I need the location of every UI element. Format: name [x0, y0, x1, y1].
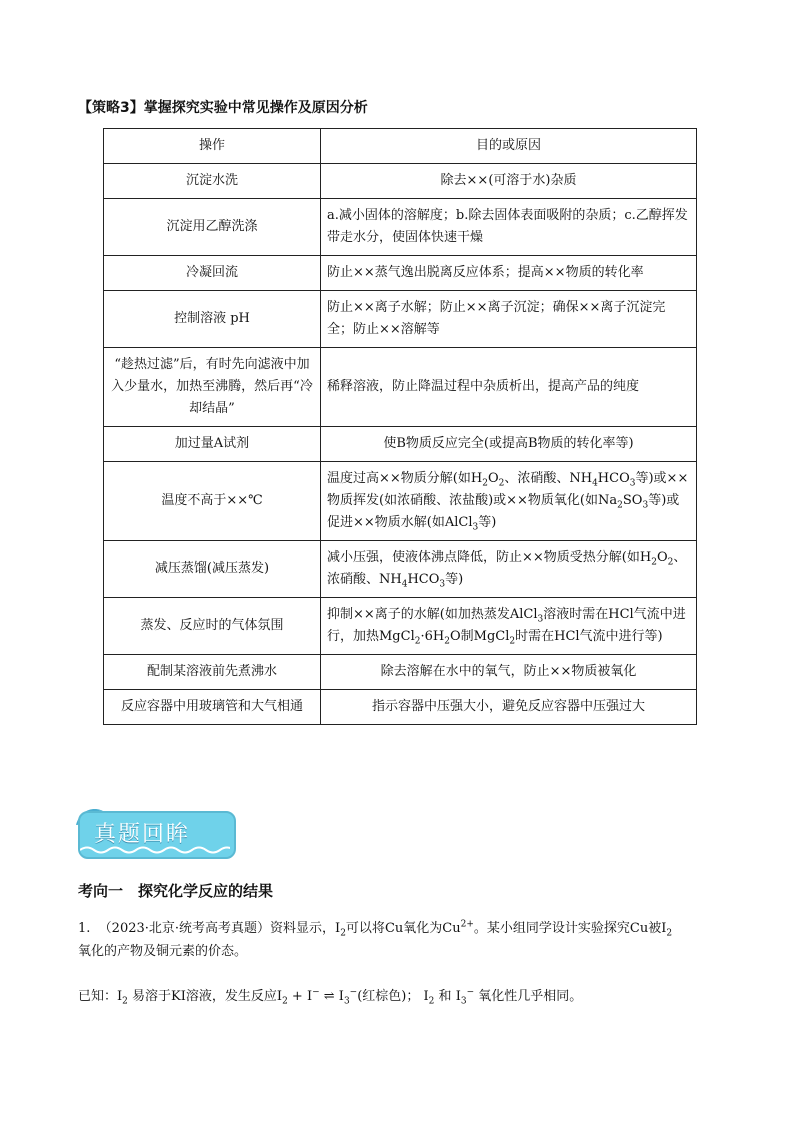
table-row	[104, 256, 697, 291]
question-text: 可以将	[345, 921, 385, 936]
reason-cell: 防止××蒸气逸出脱离反应体系；提高××物质的转化率	[321, 256, 697, 291]
reason-cell: 温度过高××物质分解(如$H_2O_2$、浓硝酸、$NH_4HCO_3$等)或××物质挥发(如浓硝酸、浓盐酸)或××物质氧化(如$Na_2SO_3$等)或促进××物质水解(如AlCl$_3$等)	[321, 462, 697, 541]
formula-cu: Cu	[629, 921, 649, 936]
table-row	[104, 541, 697, 598]
known-text: 和	[438, 989, 452, 1004]
table-row	[104, 348, 697, 427]
operation-cell: 配制某溶液前先煮沸水	[104, 655, 321, 690]
table-row	[104, 427, 697, 462]
zhenti-banner	[72, 803, 238, 861]
reason-cell: 除去溶解在水中的氧气，防止××物质被氧化	[321, 655, 697, 690]
operation-cell: 冷凝回流	[104, 256, 321, 291]
table-header-row	[104, 129, 697, 164]
reason-cell: 稀释溶液，防止降温过程中杂质析出，提高产品的纯度	[321, 348, 697, 427]
known-text: 氧化性几乎相同。	[478, 989, 583, 1004]
formula-cu2plus: $Cu^{2+}$	[442, 919, 474, 936]
operation-cell: 沉淀用乙醇洗涤	[104, 199, 321, 256]
reason-cell: 防止××离子水解；防止××离子沉淀；确保××离子沉淀完全；防止××溶解等	[321, 291, 697, 348]
operation-cell: 控制溶液 pH	[104, 291, 321, 348]
formula-i3: $I_3^-$	[455, 987, 475, 1007]
table-row	[104, 655, 697, 690]
question-text: 被	[648, 921, 662, 936]
header-operation: 操作	[104, 129, 321, 164]
table-row	[104, 164, 697, 199]
reason-cell: 除去××(可溶于水)杂质	[321, 164, 697, 199]
reason-cell: 指示容器中压强大小，避免反应容器中压强过大	[321, 690, 697, 725]
operation-cell: 温度不高于××℃	[104, 462, 321, 541]
wave-decoration-icon	[80, 845, 230, 855]
question-source: （2023·北京·统考高考真题）	[98, 921, 271, 936]
formula-i2: $I_2$	[117, 989, 128, 1007]
operation-cell: 蒸发、反应时的气体氛围	[104, 598, 321, 655]
strategy-heading: 【策略3】掌握探究实验中常见操作及原因分析	[78, 100, 368, 116]
formula-i2: $I_2$	[335, 921, 346, 939]
table-row	[104, 690, 697, 725]
operation-cell: 加过量A试剂	[104, 427, 321, 462]
known-line	[78, 987, 728, 1007]
formula-i2: $I_2$	[423, 989, 435, 1007]
known-text: 易溶于	[132, 989, 172, 1004]
section-title: 考向一 探究化学反应的结果	[78, 882, 274, 900]
table-row	[104, 598, 697, 655]
table-row	[104, 291, 697, 348]
formula-i2: $I_2$	[661, 921, 673, 939]
reason-cell: a.减小固体的溶解度；b.除去固体表面吸附的杂质；c.乙醇挥发带走水分，使固体快速干燥	[321, 199, 697, 256]
table-row	[104, 199, 697, 256]
operation-cell: 减压蒸馏(减压蒸发)	[104, 541, 321, 598]
operation-cell: 反应容器中用玻璃管和大气相通	[104, 690, 321, 725]
operation-cell: “趁热过滤”后，有时先向滤液中加入少量水，加热至沸腾，然后再“冷却结晶”	[104, 348, 321, 427]
formula-cu: Cu	[384, 921, 404, 936]
question-text: 资料显示，	[270, 921, 336, 936]
table-row	[104, 462, 697, 541]
header-reason: 目的或原因	[321, 129, 697, 164]
reason-cell: 抑制××离子的水解(如加热蒸发AlCl$_3$溶液时需在HCl气流中进行，加热$MgCl_2\cdot 6H_2O$制MgCl$_2$时需在HCl气流中进行等)	[321, 598, 697, 655]
question-line-2: 氧化的产物及铜元素的价态。	[78, 944, 248, 959]
reaction-equation: $I_2 + I^-$ ⇌ $I_3^-$	[276, 987, 358, 1007]
formula-ki: KI	[171, 989, 186, 1004]
known-text: 溶液，发生反应	[185, 989, 277, 1004]
question-text: 氧化为	[403, 921, 443, 936]
question-number: 1.	[78, 921, 91, 936]
operations-table	[103, 128, 697, 725]
question-line-1	[78, 919, 728, 939]
reason-cell: 减小压强，使液体沸点降低，防止××物质受热分解(如$H_2O_2$、浓硝酸、$NH_4HCO_3$等)	[321, 541, 697, 598]
known-label: 已知：	[78, 989, 118, 1004]
reason-cell: 使B物质反应完全(或提高B物质的转化率等)	[321, 427, 697, 462]
operation-cell: 沉淀水洗	[104, 164, 321, 199]
banner-title: 真题回眸	[94, 822, 191, 847]
known-text: (红棕色)；	[357, 989, 420, 1004]
question-text: 。某小组同学设计实验探究	[473, 921, 630, 936]
